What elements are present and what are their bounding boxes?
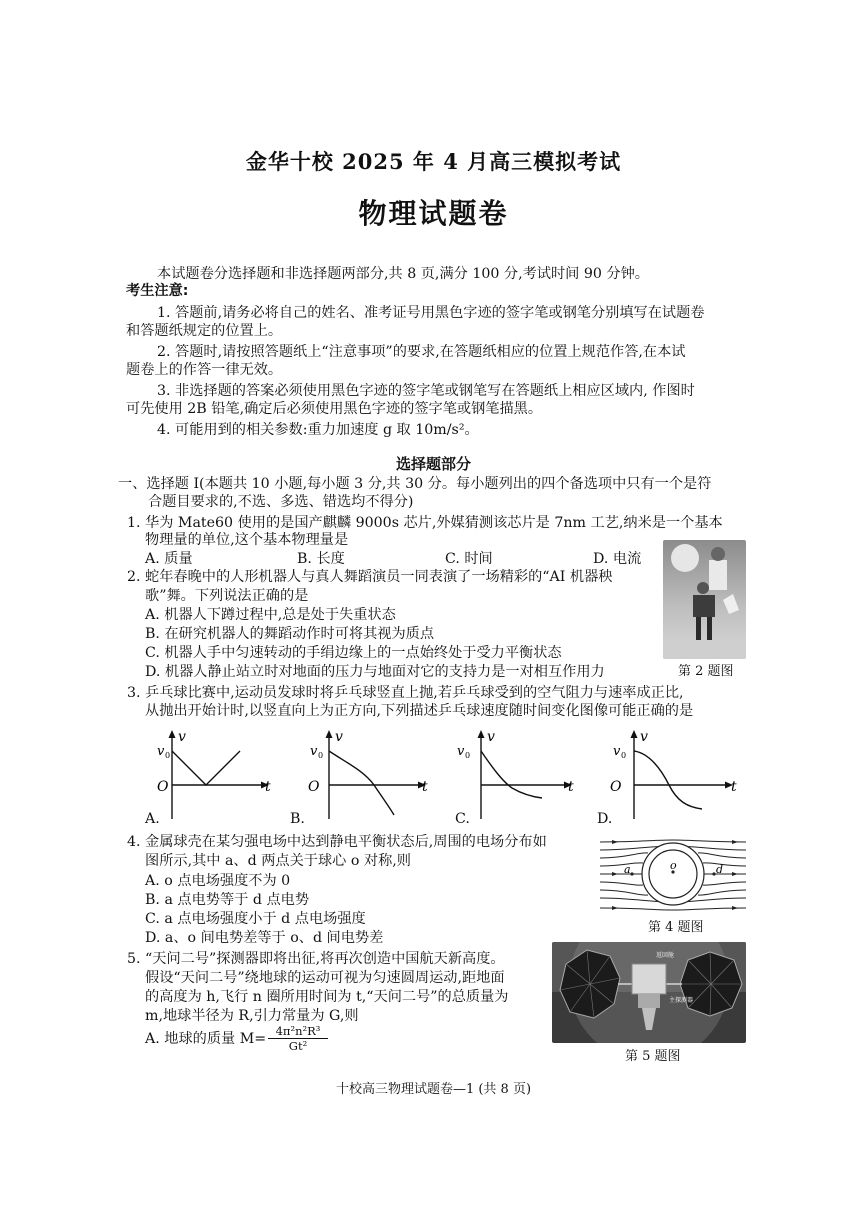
part1-heading-line2: 合题目要求的,不选、多选、错选均不得分) [148, 494, 414, 510]
q3a-v-label: v [178, 729, 186, 745]
q3b-t-label: t [422, 779, 428, 795]
q3-option-a-label: A. [145, 811, 160, 827]
q3c-t-label: t [568, 779, 574, 795]
q4-stem-line1: 4. 金属球壳在某匀强电场中达到静电平衡状态后,周围的电场分布如 [127, 834, 547, 850]
q1-stem-line2: 物理量的单位,这个基本物理量是 [145, 532, 349, 548]
q3c-v0-sub: 0 [465, 751, 471, 760]
q5-figure-caption: 第 5 题图 [625, 1049, 681, 1064]
q5-option-a-fraction [268, 1024, 328, 1053]
q4-label-o: o [670, 859, 677, 872]
notice-item-2-line2: 题卷上的作答一律无效。 [126, 362, 283, 378]
q1-option-d: D. 电流 [593, 551, 642, 567]
q5-stem-line1: 5. “天问二号”探测器即将出征,将再次创造中国航天新高度。 [127, 951, 505, 967]
q5-stem-line4: m,地球半径为 R,引力常量为 G,则 [145, 1008, 359, 1024]
q4-option-c: C. a 点电场强度小于 d 点电场强度 [145, 911, 366, 927]
q5-probe-body [632, 964, 666, 994]
q3-graph-d [607, 727, 747, 827]
q4-metal-shell [649, 850, 697, 898]
q5-stem-line2: 假设“天问二号”绕地球的运动可视为匀速圆周运动,距地面 [145, 970, 505, 986]
q5-fraction-numerator: 4π²n²R³ [268, 1024, 328, 1039]
q3d-curve [634, 751, 702, 809]
q3b-v0-label: v [310, 744, 318, 759]
q2-robot-photo [663, 540, 746, 659]
q3d-v-label: v [640, 729, 648, 745]
q3-option-d-label: D. [597, 811, 613, 827]
q3c-v0-label: v [457, 744, 465, 759]
q3a-t-label: t [265, 779, 271, 795]
q3-stem-line2: 从抛出开始计时,以竖直向上为正方向,下列描述乒乓球速度随时间变化图像可能正确的是 [145, 703, 694, 719]
q5-probe-photo [552, 942, 746, 1043]
q5-fraction-denominator: Gt² [288, 1039, 308, 1053]
q3a-v0-label: v [157, 744, 165, 759]
q5-stem-line3: 的高度为 h,飞行 n 圈所用时间为 t,“天问二号”的总质量为 [145, 989, 509, 1005]
q4-option-b: B. a 点电势等于 d 点电势 [145, 892, 310, 908]
q4-label-d: d [716, 863, 724, 876]
intro-text: 本试题卷分选择题和非选择题两部分,共 8 页,满分 100 分,考试时间 90 分钟。 [157, 266, 649, 282]
q3a-o-label: O [157, 779, 169, 795]
q3c-v-label: v [487, 729, 495, 745]
q2-option-b: B. 在研究机器人的舞蹈动作时可将其视为质点 [145, 626, 435, 642]
q3-graph-b [302, 727, 442, 827]
q4-option-a: A. o 点电场强度不为 0 [145, 873, 291, 889]
exam-title: 金华十校 2025 年 4 月高三模拟考试 [245, 149, 622, 174]
q3-graph-c [454, 727, 594, 827]
q1-option-a: A. 质量 [145, 551, 193, 567]
q2-option-c: C. 机器人手中匀速转动的手绢边缘上的一点始终处于受力平衡状态 [145, 645, 562, 661]
q2-stem-line2: 歌”舞。下列说法正确的是 [145, 588, 309, 604]
q3d-t-label: t [731, 779, 737, 795]
q5-photo-label-2: 主探测器 [669, 997, 694, 1004]
q4-figure-caption: 第 4 题图 [648, 920, 704, 935]
q3b-v0-sub: 0 [318, 751, 324, 760]
q2-stem-line1: 2. 蛇年春晚中的人形机器人与真人舞蹈演员一同表演了一场精彩的“AI 机器秧 [127, 569, 613, 585]
q1-option-c: C. 时间 [445, 551, 493, 567]
q2-option-d: D. 机器人静止站立时对地面的压力与地面对它的支持力是一对相互作用力 [145, 664, 605, 680]
q3-graph-a [145, 727, 285, 827]
q3-option-c-label: C. [455, 811, 470, 827]
q4-option-d: D. a、o 间电势差等于 o、d 间电势差 [145, 930, 384, 946]
q3b-o-label: O [308, 779, 320, 795]
q3a-v0-sub: 0 [165, 751, 171, 760]
q3d-o-label: O [610, 779, 622, 795]
q3d-v0-label: v [613, 744, 621, 759]
q3-stem-line1: 3. 乒乓球比赛中,运动员发球时将乒乓球竖直上抛,若乒乓球受到的空气阻力与速率成正比, [127, 685, 684, 701]
q2-option-a: A. 机器人下蹲过程中,总是处于失重状态 [145, 607, 396, 623]
notice-item-1-line1: 1. 答题前,请务必将自己的姓名、准考证号用黑色字迹的签字笔或钢笔分别填写在试题卷 [157, 305, 705, 321]
q3d-v0-sub: 0 [621, 751, 627, 760]
notice-item-3-line2: 可先使用 2B 铅笔,确定后必须使用黑色字迹的签字笔或钢笔描黑。 [126, 401, 543, 417]
part1-heading-line1: 一、选择题 I(本题共 10 小题,每小题 3 分,共 30 分。每小题列出的四个备选项中只有一个是符 [118, 476, 712, 492]
notice-item-4: 4. 可能用到的相关参数:重力加速度 g 取 10m/s²。 [157, 422, 479, 438]
q2-figure-caption: 第 2 题图 [678, 664, 734, 679]
q4-stem-line2: 图所示,其中 a、d 两点关于球心 o 对称,则 [145, 853, 411, 869]
q3b-v-label: v [335, 729, 343, 745]
q3-option-b-label: B. [290, 811, 305, 827]
notice-item-1-line2: 和答题纸规定的位置上。 [126, 323, 283, 339]
notice-item-2-line1: 2. 答题时,请按照答题纸上“注意事项”的要求,在答题纸相应的位置上规范作答,在本试 [157, 344, 686, 360]
notice-heading: 考生注意: [126, 283, 189, 299]
section-title: 选择题部分 [395, 455, 471, 473]
q3b-curve [329, 751, 394, 815]
exam-subtitle: 物理试题卷 [358, 197, 509, 230]
q4-label-a: a [624, 863, 631, 876]
q3a-curve [172, 751, 240, 785]
notice-item-3-line1: 3. 非选择题的答案必须使用黑色字迹的签字笔或钢笔写在答题纸上相应区域内, 作图时 [157, 383, 695, 399]
q4-field-diagram [598, 836, 748, 916]
page-footer: 十校高三物理试题卷—1 (共 8 页) [335, 1082, 532, 1097]
q1-stem-line1: 1. 华为 Mate60 使用的是国产麒麟 9000s 芯片,外媒猜测该芯片是 7nm 工艺,纳米是一个基本 [127, 515, 723, 531]
q1-option-b: B. 长度 [297, 551, 345, 567]
q5-photo-label-1: 返回舱 [656, 952, 675, 959]
q5-option-a-prefix: A. 地球的质量 M= [145, 1031, 267, 1047]
q3c-curve [481, 751, 542, 798]
